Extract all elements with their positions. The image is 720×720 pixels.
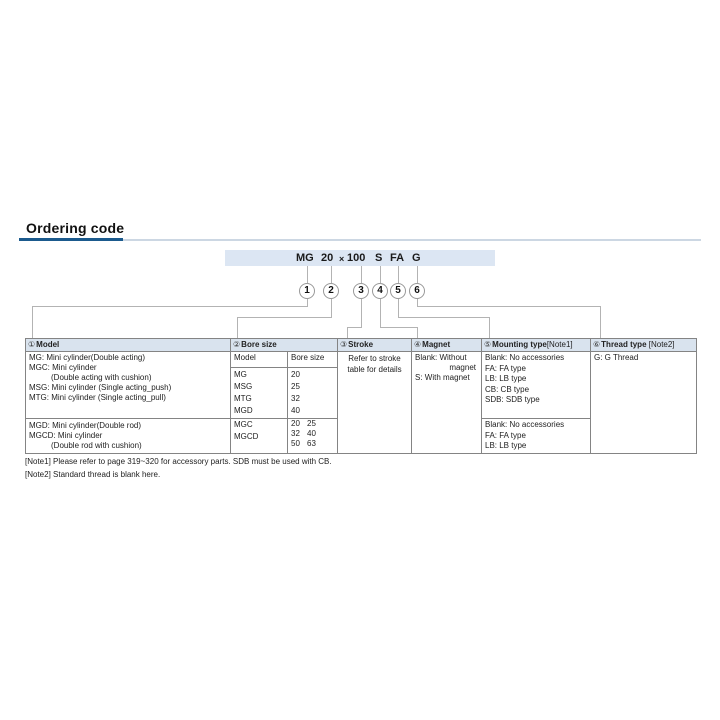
- header-num-6: ⑥: [593, 340, 601, 349]
- connector-line: [361, 299, 362, 327]
- header-num-1: ①: [28, 340, 36, 349]
- stroke-cell: Refer to stroke table for details: [338, 352, 412, 454]
- circle-number-3: 3: [353, 283, 369, 299]
- code-part-magnet: S: [375, 252, 383, 264]
- circle-number-4: 4: [372, 283, 388, 299]
- connector-line: [398, 266, 399, 283]
- connector-line: [398, 317, 490, 318]
- header-num-4: ④: [414, 340, 422, 349]
- mounting-options-row2: Blank: No accessories FA: FA type LB: LB type: [482, 419, 591, 454]
- header-mounting-type: ⑤Mounting type[Note1]: [482, 339, 591, 352]
- bore-sizes-row2: 20 25 32 40 50 63: [288, 419, 338, 454]
- title-underline-accent: [19, 238, 123, 241]
- header-stroke: ③Stroke: [338, 339, 412, 352]
- connector-line: [307, 299, 308, 306]
- code-part-thread: G: [412, 252, 421, 264]
- ordering-code-table: [25, 338, 697, 454]
- footnotes: [25, 455, 332, 481]
- connector-line: [307, 266, 308, 283]
- connector-line: [361, 266, 362, 283]
- connector-line: [489, 317, 490, 338]
- circle-number-1: 1: [299, 283, 315, 299]
- mounting-options-row1: Blank: No accessories FA: FA type LB: LB type CB: CB type SDB: SDB type: [482, 352, 591, 419]
- header-num-2: ②: [233, 340, 241, 349]
- connector-line: [380, 327, 418, 328]
- footnote-1: [Note1] Please refer to page 319~320 for accessory parts. SDB must be used with CB.: [25, 457, 332, 466]
- multiply-sign: ×: [339, 254, 345, 264]
- footnote-2: [Note2] Standard thread is blank here.: [25, 470, 161, 479]
- bore-models-row2: MGC MGCD: [231, 419, 288, 454]
- connector-line: [331, 266, 332, 283]
- header-magnet: ④Magnet: [412, 339, 482, 352]
- connector-line: [600, 306, 601, 338]
- header-num-5: ⑤: [484, 340, 492, 349]
- connector-line: [331, 299, 332, 317]
- header-bore-size: ②Bore size: [231, 339, 338, 352]
- connector-line: [237, 317, 332, 318]
- connector-line: [32, 306, 308, 307]
- bore-subheader-model: Model: [231, 352, 288, 368]
- model-descriptions-row1: MG: Mini cylinder(Double acting) MGC: Mini cylinder (Double acting with cushion) MSG: Mini cylinder (Single acting_push) MTG: Mini cylinder (Single acting_pull): [26, 352, 231, 419]
- model-descriptions-row2: MGD: Mini cylinder(Double rod) MGCD: Mini cylinder (Double rod with cushion): [26, 419, 231, 454]
- title-underline-rule: [123, 239, 701, 241]
- header-thread-type: ⑥Thread type [Note2]: [591, 339, 697, 352]
- connector-line: [380, 266, 381, 283]
- section-title: Ordering code: [26, 220, 125, 236]
- connector-line: [417, 306, 601, 307]
- bore-models-row1: MG MSG MTG MGD: [231, 368, 288, 419]
- code-part-model: MG: [296, 252, 314, 264]
- header-model: ①Model: [26, 339, 231, 352]
- connector-line: [237, 317, 238, 338]
- ordering-code-bar: [225, 250, 495, 266]
- bore-sizes-row1: 20 25 32 40: [288, 368, 338, 419]
- circle-number-5: 5: [390, 283, 406, 299]
- connector-line: [417, 266, 418, 283]
- table-header-row: [26, 339, 697, 352]
- connector-line: [417, 299, 418, 306]
- code-part-bore: 20: [321, 252, 334, 264]
- magnet-cell: Blank: Without magnet S: With magnet: [412, 352, 482, 454]
- circle-number-2: 2: [323, 283, 339, 299]
- code-part-mounting: FA: [390, 252, 405, 264]
- connector-line: [32, 306, 33, 338]
- thread-type-cell: G: G Thread: [591, 352, 697, 454]
- connector-line: [398, 299, 399, 317]
- connector-line: [347, 327, 348, 338]
- header-num-3: ③: [340, 340, 348, 349]
- code-part-stroke: 100: [347, 252, 366, 264]
- connector-line: [380, 299, 381, 327]
- bore-subheader-size: Bore size: [288, 352, 338, 368]
- connector-line: [417, 327, 418, 338]
- connector-line: [347, 327, 362, 328]
- circle-number-6: 6: [409, 283, 425, 299]
